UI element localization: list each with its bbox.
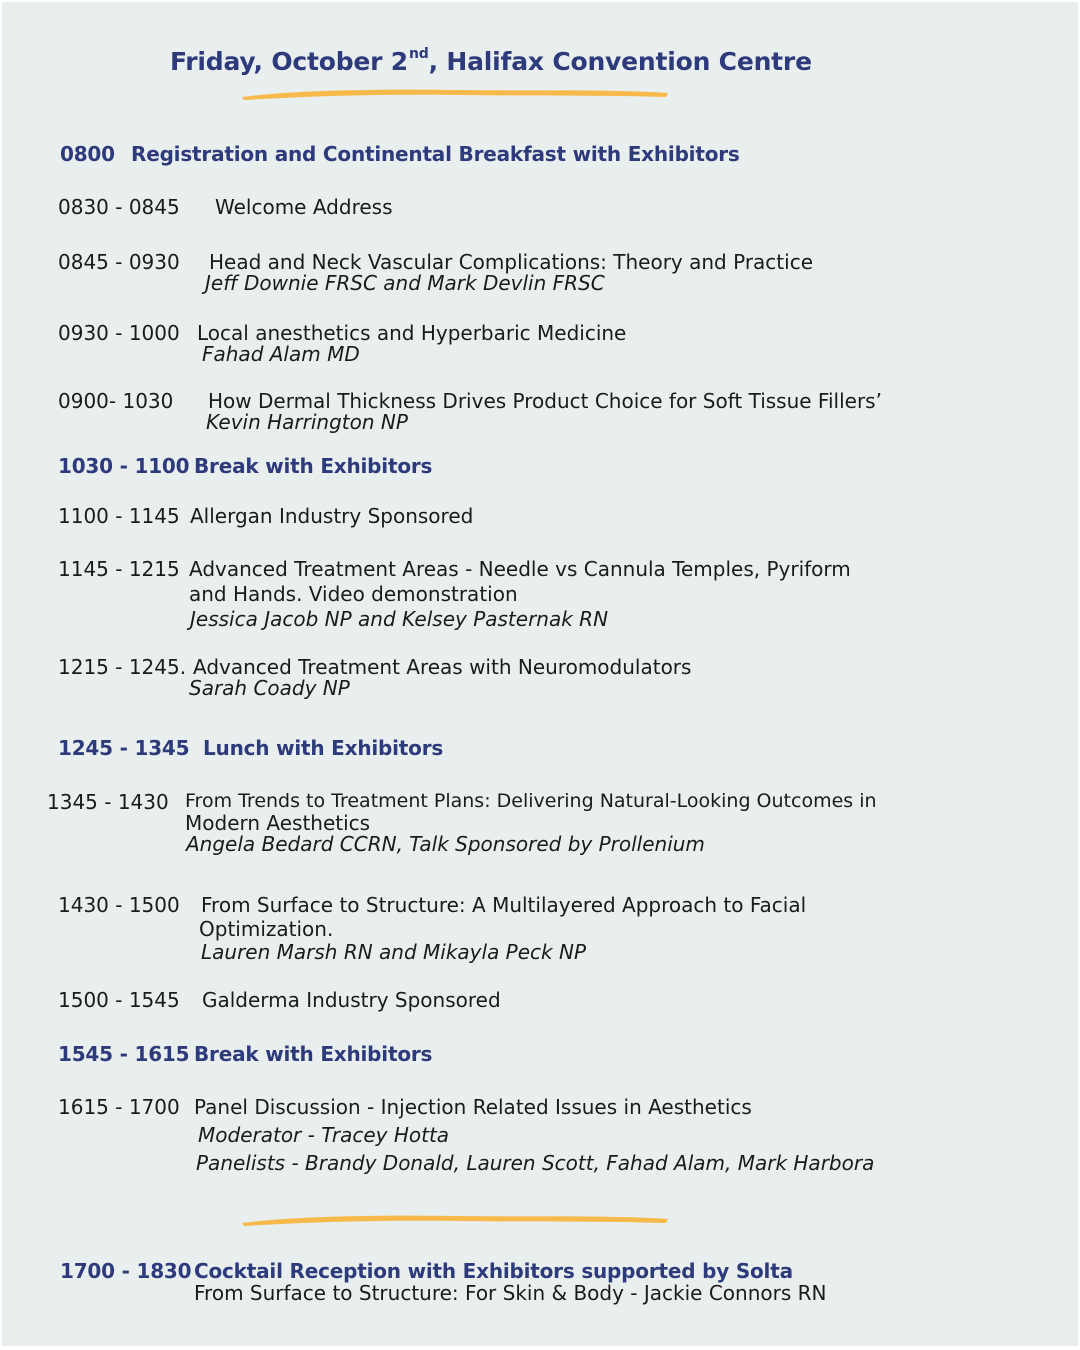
schedule-time: 1030 - 1100 <box>58 454 190 478</box>
schedule-time: 1430 - 1500 <box>58 893 180 917</box>
schedule-time: 1700 - 1830 <box>60 1259 192 1283</box>
session-title-line1: From Surface to Structure: A Multilayered Approach to Facial <box>201 893 807 917</box>
schedule-time: 1145 - 1215 <box>58 557 180 581</box>
session-title: Break with Exhibitors <box>194 1042 433 1066</box>
session-title: Head and Neck Vascular Complications: Theory and Practice <box>209 250 813 274</box>
schedule-time: 1545 - 1615 <box>58 1042 190 1066</box>
session-title-line1: Advanced Treatment Areas - Needle vs Cannula Temples, Pyriform <box>189 557 851 581</box>
schedule-time: 1500 - 1545 <box>58 988 180 1012</box>
session-title-line1: From Trends to Treatment Plans: Delivering Natural-Looking Outcomes in <box>185 790 877 812</box>
session-subtitle: From Surface to Structure: For Skin & Body - Jackie Connors RN <box>194 1281 827 1305</box>
session-title-line2: and Hands. Video demonstration <box>189 582 518 606</box>
session-title: Break with Exhibitors <box>194 454 433 478</box>
session-title: Lunch with Exhibitors <box>203 736 444 760</box>
page-title: Friday, October 2nd, Halifax Convention Centre <box>170 46 812 76</box>
session-title: Galderma Industry Sponsored <box>202 988 501 1012</box>
accent-brush-stroke <box>238 1212 672 1228</box>
session-speaker: Kevin Harrington NP <box>206 410 408 434</box>
schedule-time: 1615 - 1700 <box>58 1095 180 1119</box>
session-speaker: Fahad Alam MD <box>202 342 360 366</box>
session-speaker: Lauren Marsh RN and Mikayla Peck NP <box>201 940 586 964</box>
session-title: Allergan Industry Sponsored <box>190 504 474 528</box>
schedule-time: 0900- 1030 <box>58 389 174 413</box>
session-title: Local anesthetics and Hyperbaric Medicine <box>197 321 627 345</box>
session-speaker: Sarah Coady NP <box>189 676 350 700</box>
schedule-time: 0830 - 0845 <box>58 195 180 219</box>
session-speaker: Jeff Downie FRSC and Mark Devlin FRSC <box>205 271 605 295</box>
schedule-page <box>2 2 1078 1346</box>
schedule-time: 1215 - 1245. <box>58 655 187 679</box>
session-title: How Dermal Thickness Drives Product Choice for Soft Tissue Fillers’ <box>208 389 882 413</box>
session-title-line2: Modern Aesthetics <box>185 811 371 835</box>
session-title: Advanced Treatment Areas with Neuromodulators <box>193 655 692 679</box>
session-title: Panel Discussion - Injection Related Issues in Aesthetics <box>194 1095 752 1119</box>
schedule-time: 1245 - 1345 <box>58 736 190 760</box>
schedule-time: 1345 - 1430 <box>47 790 169 814</box>
session-speaker: Angela Bedard CCRN, Talk Sponsored by Prollenium <box>186 832 705 856</box>
accent-brush-stroke <box>238 86 672 102</box>
schedule-time: 0845 - 0930 <box>58 250 180 274</box>
session-speaker: Jessica Jacob NP and Kelsey Pasternak RN <box>190 607 609 631</box>
session-title: Welcome Address <box>215 195 393 219</box>
session-title: Cocktail Reception with Exhibitors supported by Solta <box>194 1259 793 1283</box>
panel-panelists: Panelists - Brandy Donald, Lauren Scott, Fahad Alam, Mark Harbora <box>196 1151 875 1175</box>
session-title-line2: Optimization. <box>199 917 334 941</box>
schedule-time: 0930 - 1000 <box>58 321 180 345</box>
schedule-time: 0800 <box>60 142 115 166</box>
session-title: Registration and Continental Breakfast with Exhibitors <box>131 142 740 166</box>
panel-moderator: Moderator - Tracey Hotta <box>198 1123 450 1147</box>
schedule-time: 1100 - 1145 <box>58 504 180 528</box>
